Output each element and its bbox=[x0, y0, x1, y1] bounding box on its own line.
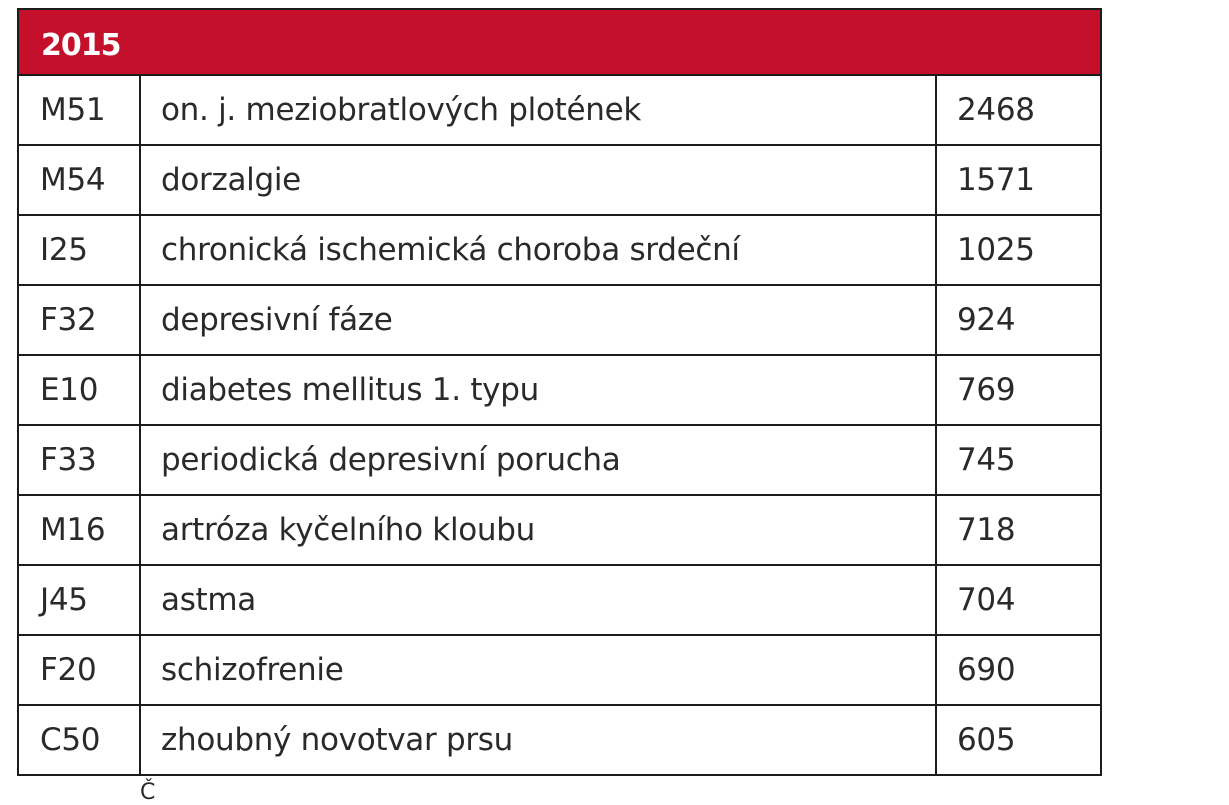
diagnosis-name-cell: on. j. meziobratlových plotének bbox=[140, 75, 936, 145]
diagnosis-count-cell: 690 bbox=[936, 635, 1101, 705]
table-row bbox=[18, 565, 1101, 635]
diagnosis-count-cell: 1571 bbox=[936, 145, 1101, 215]
diagnosis-table bbox=[17, 8, 1102, 776]
table-body bbox=[18, 75, 1101, 775]
table-row bbox=[18, 355, 1101, 425]
diagnosis-count-cell: 605 bbox=[936, 705, 1101, 775]
diagnosis-name-cell: astma bbox=[140, 565, 936, 635]
table-row bbox=[18, 635, 1101, 705]
diagnosis-code-cell: I25 bbox=[18, 215, 140, 285]
diagnosis-code-cell: F32 bbox=[18, 285, 140, 355]
diagnosis-code-cell: E10 bbox=[18, 355, 140, 425]
footer-text-fragment: Č bbox=[140, 780, 156, 805]
diagnosis-count-cell: 769 bbox=[936, 355, 1101, 425]
diagnosis-code-cell: J45 bbox=[18, 565, 140, 635]
table-row bbox=[18, 705, 1101, 775]
diagnosis-count-cell: 718 bbox=[936, 495, 1101, 565]
diagnosis-name-cell: chronická ischemická choroba srdeční bbox=[140, 215, 936, 285]
diagnosis-code-cell: M54 bbox=[18, 145, 140, 215]
diagnosis-code-cell: M51 bbox=[18, 75, 140, 145]
table-year-header: 2015 bbox=[18, 9, 1101, 75]
diagnosis-code-cell: C50 bbox=[18, 705, 140, 775]
diagnosis-name-cell: depresivní fáze bbox=[140, 285, 936, 355]
table-row bbox=[18, 145, 1101, 215]
diagnosis-name-cell: artróza kyčelního kloubu bbox=[140, 495, 936, 565]
diagnosis-name-cell: periodická depresivní porucha bbox=[140, 425, 936, 495]
diagnosis-count-cell: 2468 bbox=[936, 75, 1101, 145]
diagnosis-code-cell: M16 bbox=[18, 495, 140, 565]
diagnosis-count-cell: 1025 bbox=[936, 215, 1101, 285]
table-row bbox=[18, 495, 1101, 565]
diagnosis-code-cell: F20 bbox=[18, 635, 140, 705]
table-row bbox=[18, 215, 1101, 285]
diagnosis-count-cell: 745 bbox=[936, 425, 1101, 495]
diagnosis-name-cell: schizofrenie bbox=[140, 635, 936, 705]
diagnosis-name-cell: zhoubný novotvar prsu bbox=[140, 705, 936, 775]
diagnosis-name-cell: diabetes mellitus 1. typu bbox=[140, 355, 936, 425]
diagnosis-code-cell: F33 bbox=[18, 425, 140, 495]
table-row bbox=[18, 75, 1101, 145]
diagnosis-count-cell: 704 bbox=[936, 565, 1101, 635]
diagnosis-name-cell: dorzalgie bbox=[140, 145, 936, 215]
table-row bbox=[18, 285, 1101, 355]
table-row bbox=[18, 425, 1101, 495]
diagnosis-count-cell: 924 bbox=[936, 285, 1101, 355]
table-header-row bbox=[18, 9, 1101, 75]
